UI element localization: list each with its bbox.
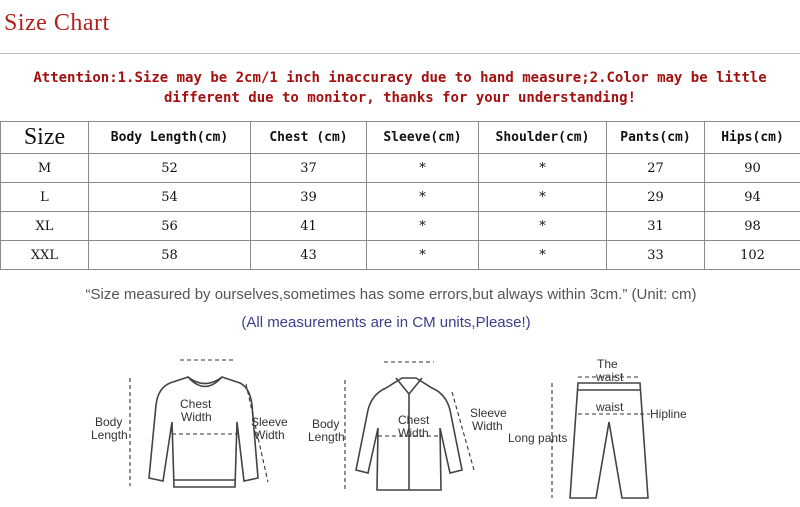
cell-sleeve: * — [367, 241, 479, 270]
attention-notice: Attention:1.Size may be 2cm/1 inch inaccuracy due to hand measure;2.Color may be little different due to monitor, thanks for your understanding! — [33, 70, 767, 106]
cell-size: XL — [1, 212, 89, 241]
cell-pants: 31 — [607, 212, 705, 241]
header-hips: Hips(cm) — [705, 122, 800, 154]
size-table — [0, 121, 800, 270]
chest-label: Chest — [398, 413, 430, 427]
cell-chest: 39 — [251, 183, 367, 212]
table-row — [1, 154, 800, 183]
cell-shoulder: * — [479, 241, 607, 270]
waist-label: waist — [596, 400, 624, 414]
sleeve-label: Sleeve — [251, 415, 288, 429]
hipline-label: Hipline — [650, 407, 687, 421]
header-shoulder: Shoulder(cm) — [479, 122, 607, 154]
cell-size: M — [1, 154, 89, 183]
table-row — [1, 183, 800, 212]
measurement-error-note: “Size measured by ourselves,sometimes has some errors,but always within 3cm.” (Unit: cm) — [85, 286, 697, 303]
cell-chest: 43 — [251, 241, 367, 270]
cell-shoulder: * — [479, 154, 607, 183]
cell-hips: 98 — [705, 212, 800, 241]
sleeve-width-label: Width — [472, 419, 503, 433]
cell-sleeve: * — [367, 154, 479, 183]
cell-hips: 102 — [705, 241, 800, 270]
long-pants-label: Long pants — [508, 431, 568, 445]
sweater-collar — [188, 377, 222, 387]
cell-size: XXL — [1, 241, 89, 270]
header-body-length: Body Length(cm) — [89, 122, 251, 154]
sleeve-width-label: Width — [254, 428, 285, 442]
cell-sleeve: * — [367, 212, 479, 241]
cell-pants: 27 — [607, 154, 705, 183]
table-header-row — [1, 122, 800, 154]
length-label: Length — [91, 428, 128, 442]
cell-chest: 37 — [251, 154, 367, 183]
width-label: Width — [398, 426, 429, 440]
cell-chest: 41 — [251, 212, 367, 241]
chest-label: Chest — [180, 397, 212, 411]
body-label: Body — [312, 417, 340, 431]
header-sleeve: Sleeve(cm) — [367, 122, 479, 154]
measurement-diagrams — [0, 350, 800, 507]
cell-hips: 94 — [705, 183, 800, 212]
cell-body-length: 54 — [89, 183, 251, 212]
length-label: Length — [308, 430, 345, 444]
table-row — [1, 241, 800, 270]
sweater-outline — [149, 377, 258, 487]
cell-body-length: 52 — [89, 154, 251, 183]
cell-pants: 29 — [607, 183, 705, 212]
table-row — [1, 212, 800, 241]
header-pants: Pants(cm) — [607, 122, 705, 154]
sleeve-label: Sleeve — [470, 406, 507, 420]
body-label: Body — [95, 415, 123, 429]
sleeve-line — [452, 392, 474, 470]
cell-shoulder: * — [479, 183, 607, 212]
title-divider — [0, 53, 800, 54]
pants-diagram — [508, 357, 687, 498]
waist-top-label: waist — [596, 370, 624, 384]
width-label: Width — [181, 410, 212, 424]
cell-hips: 90 — [705, 154, 800, 183]
cell-shoulder: * — [479, 212, 607, 241]
cell-body-length: 56 — [89, 212, 251, 241]
the-label: The — [597, 357, 618, 371]
page-title: Size Chart — [4, 10, 110, 36]
cell-body-length: 58 — [89, 241, 251, 270]
shirt-collar — [396, 378, 422, 394]
header-chest: Chest (cm) — [251, 122, 367, 154]
sweater-diagram — [91, 360, 288, 487]
cell-pants: 33 — [607, 241, 705, 270]
header-size: Size — [1, 122, 89, 154]
shirt-diagram — [308, 362, 507, 490]
cm-units-note: (All measurements are in CM units,Please!) — [241, 314, 531, 331]
cell-size: L — [1, 183, 89, 212]
cell-sleeve: * — [367, 183, 479, 212]
